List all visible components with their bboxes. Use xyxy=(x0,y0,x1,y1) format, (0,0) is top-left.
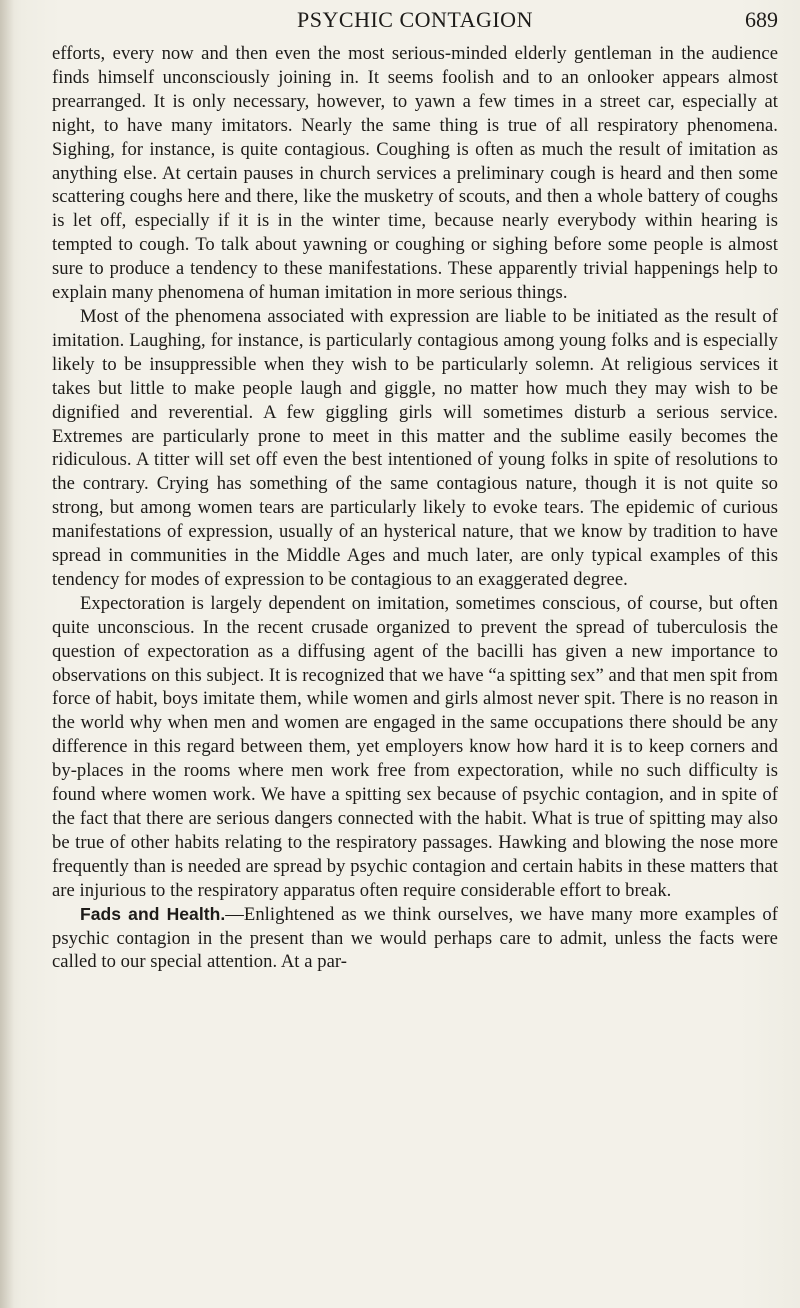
binding-gutter-shadow xyxy=(0,0,14,1308)
paragraph-fads-and-health xyxy=(52,903,778,975)
paragraph-expression-imitation: Most of the phenomena associated with expression are liable to be initiated as the result of imitation. Laughing, for instance, is particularly contagious among young folks and is especially likely to be insuppressible when they wish to be particularly solemn. At religious services it takes but little to make people laugh and giggle, no matter how much they may wish to be dignified and reverential. A few giggling girls will sometimes disturb a serious service. Extremes are particularly prone to meet in this matter and the sublime easily becomes the ridiculous. A titter will set off even the best intentioned of young folks in spite of resolutions to the contrary. Crying has something of the same contagious nature, though it is not quite so strong, but among women tears are particularly likely to evoke tears. The epidemic of curious manifestations of expression, usually of an hysterical nature, that we know by tradition to have spread in communities in the Middle Ages and much later, are only typical examples of this tendency for modes of expression to be contagious to an exaggerated degree. xyxy=(52,305,778,590)
page-number: 689 xyxy=(745,7,778,32)
paragraph-expectoration: Expectoration is largely dependent on imitation, sometimes conscious, of course, but often quite unconscious. In the recent crusade organized to prevent the spread of tuberculosis the question of expectoration as a diffusing agent of the bacilli has given a new importance to observations on this subject. It is recognized that we have “a spitting sex” and that men spit from force of habit, boys imitate them, while women and girls almost never spit. There is no reason in the world why when men and women are engaged in the same occupations there should be any difference in this regard between them, yet employers know how hard it is to keep corners and by-places in the rooms where men work free from expectoration, while no such difficulty is found where women work. We have a spitting sex because of psychic contagion, and in spite of the fact that there are serious dangers connected with the habit. What is true of spitting may also be true of other habits relating to the respiratory passages. Hawking and blowing the nose more frequently than is needed are spread by psychic contagion and certain habits in these matters that are injurious to the respiratory apparatus often require considerable effort to break. xyxy=(52,592,778,901)
section-heading-fads-and-health: Fads and Health. xyxy=(80,903,226,924)
body-text xyxy=(52,42,778,974)
page-header xyxy=(52,6,778,34)
running-head: PSYCHIC CONTAGION xyxy=(297,7,533,32)
paragraph-yawning-coughing: efforts, every now and then even the most serious-minded elderly gentleman in the audience finds himself unconsciously joining in. It seems foolish and to an onlooker appears almost prearranged. It is only necessary, however, to yawn a few times in a street car, especially at night, to have many imitators. Nearly the same thing is true of all respiratory phenomena. Sighing, for instance, is quite contagious. Coughing is often as much the result of imitation as anything else. At certain pauses in church services a preliminary cough is heard and then some scattering coughs here and there, like the musketry of scouts, and then a whole battery of coughs is let off, especially if it is in the winter time, because nearly everybody within hearing is tempted to cough. To talk about yawning or coughing or sighing before some people is almost sure to produce a tendency to these manifestations. These apparently trivial happenings help to explain many phenomena of human imitation in more serious things. xyxy=(52,43,778,304)
paragraph-fads-and-health-text: —Enlightened as we think ourselves, we have many more examples of psychic contagion in the present than we would perhaps care to admit, unless the facts were called to our special attention. At a par- xyxy=(52,903,778,973)
